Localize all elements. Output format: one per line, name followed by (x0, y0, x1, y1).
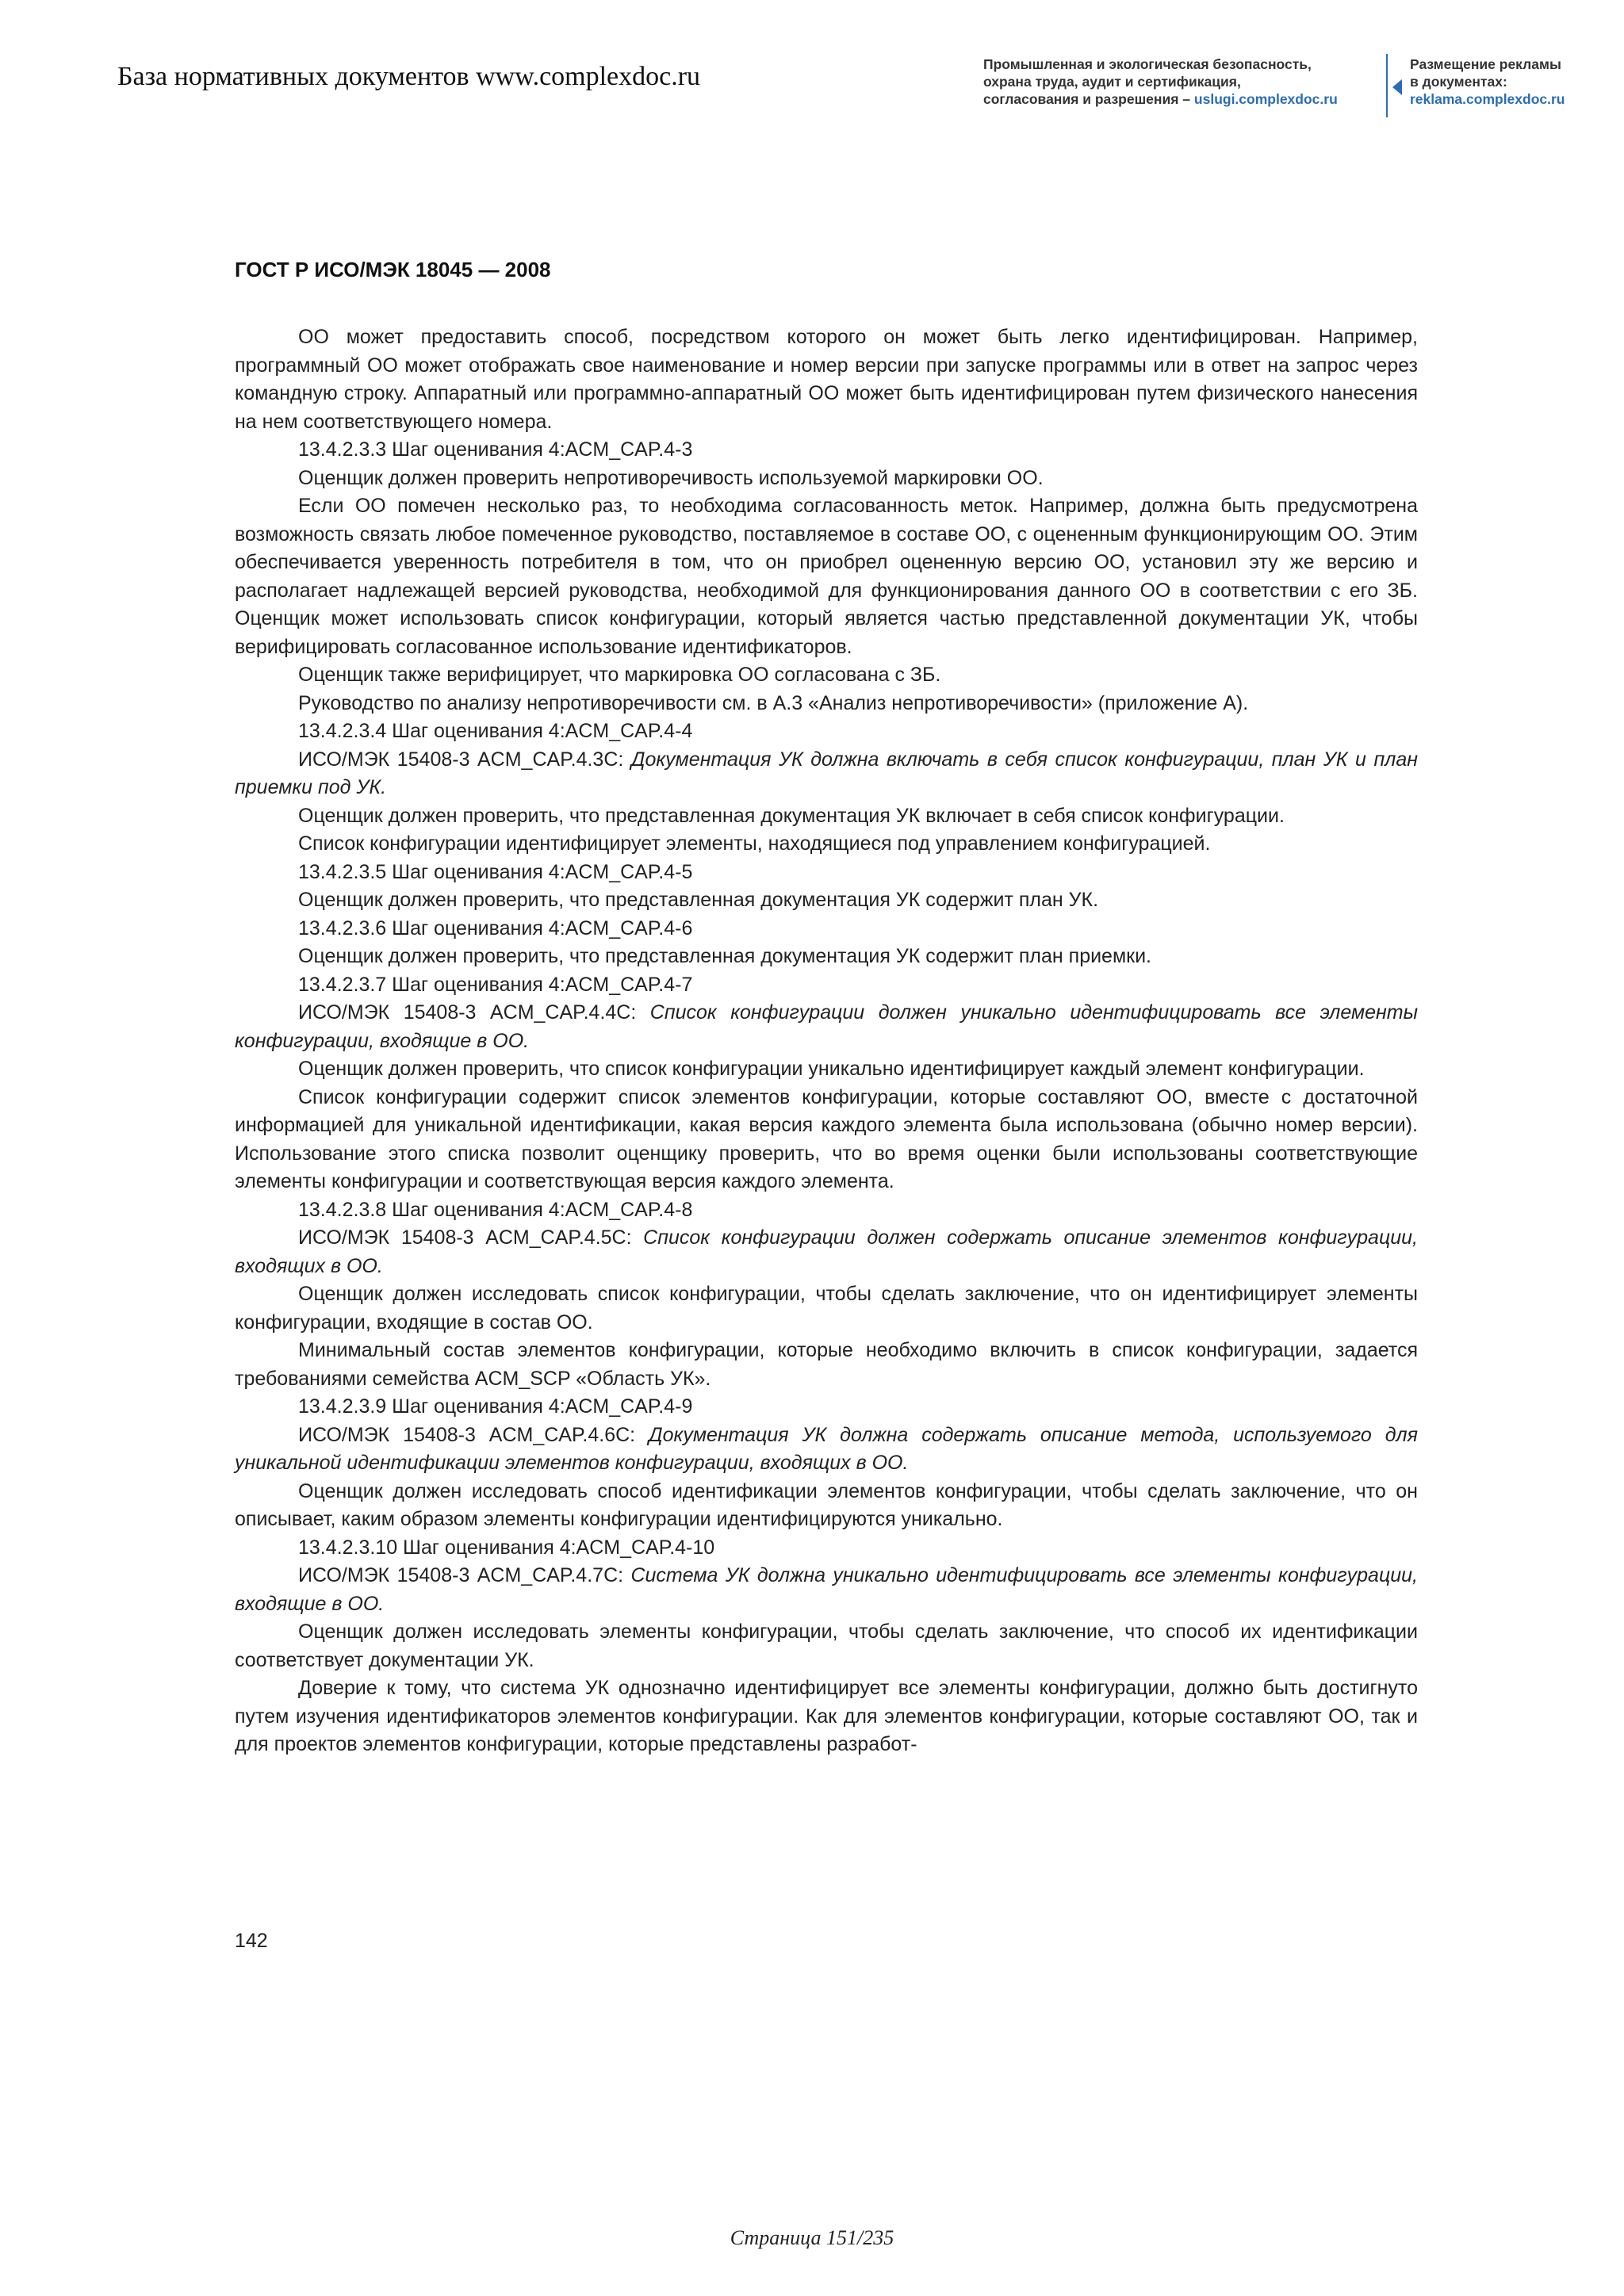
services-banner (983, 55, 1372, 108)
document-body (235, 323, 1418, 1759)
arrow-left-icon (1392, 79, 1402, 95)
paragraph (235, 718, 1418, 746)
banner-line: Промышленная и экологическая безопасность, (983, 56, 1312, 72)
requirement-text: Список конфигурации должен уникально идентифицировать все элементы конфигурации, входящие в ОО. (235, 1001, 1418, 1052)
paragraph-text: Оценщик должен проверить, что представленная документация УК содержит план УК. (298, 889, 1099, 911)
paragraph-text: Минимальный состав элементов конфигурации, которые необходимо включить в список конфигурации, задается требованиями семейства ACM_SCP «Область УК». (235, 1339, 1418, 1390)
banner-line: Размещение рекламы (1410, 56, 1561, 72)
paragraph-text: Оценщик должен проверить непротиворечивость используемой маркировки ОО. (298, 466, 1044, 489)
standard-id: ГОСТ Р ИСО/МЭК 18045 — 2008 (235, 258, 551, 281)
paragraph (235, 1618, 1418, 1674)
paragraph-text: 13.4.2.3.8 Шаг оценивания 4:ACM_CAP.4-8 (298, 1198, 693, 1221)
paragraph (235, 690, 1418, 718)
paragraph-text: Оценщик должен исследовать список конфигурации, чтобы сделать заключение, что он идентифицирует элементы конфигурации, входящие в состав ОО. (235, 1283, 1418, 1334)
paragraph-text: 13.4.2.3.7 Шаг оценивания 4:ACM_CAP.4-7 (298, 973, 693, 996)
banner-divider (1386, 54, 1388, 117)
paragraph-text: ИСО/МЭК 15408-3 ACM_CAP.4.4C: (298, 1001, 650, 1024)
banner-line: охрана труда, аудит и сертификация, (983, 74, 1241, 90)
paragraph (235, 746, 1418, 802)
paragraph-text: ИСО/МЭК 15408-3 ACM_CAP.4.6C: (298, 1423, 649, 1446)
paragraph-text: Руководство по анализу непротиворечивости см. в А.3 «Анализ непротиворечивости» (приложение А). (298, 691, 1249, 714)
paragraph-text: ИСО/МЭК 15408-3 ACM_CAP.4.7C: (298, 1564, 631, 1586)
paragraph-text: Оценщик должен проверить, что список конфигурации уникально идентифицирует каждый элемент конфигурации. (298, 1058, 1365, 1080)
requirement-text: Документация УК должна включать в себя список конфигурации, план УК и план приемки под УК. (235, 748, 1418, 798)
paragraph-text: Оценщик должен исследовать способ идентификации элементов конфигурации, чтобы сделать заключение, что он описывает, каким образом элементы конфигурации идентифицируются уникально. (235, 1479, 1418, 1530)
requirement-text: Система УК должна уникально идентифицировать все элементы конфигурации, входящие в ОО. (235, 1564, 1418, 1615)
paragraph (235, 859, 1418, 887)
banner-line: в документах: (1410, 74, 1507, 90)
paragraph-text: ОО может предоставить способ, посредством которого он может быть легко идентифицирован. Например, программный ОО может отображать свое наименование и номер версии при запуске программы или в ответ на запрос через командную строку. Аппаратный или программно-аппаратный ОО может быть идентифицирован путем физического нанесения на нем соответствующего номера. (235, 326, 1418, 433)
paragraph-text: Доверие к тому, что система УК однозначно идентифицирует все элементы конфигурации, должно быть достигнуто путем изучения идентификаторов элементов конфигурации. Как для элементов конфигурации, которые составляют ОО, так и для проектов элементов конфигурации, которые представлены разработ- (235, 1677, 1418, 1755)
paragraph-text: 13.4.2.3.10 Шаг оценивания 4:ACM_CAP.4-10 (298, 1536, 715, 1559)
banner-text: согласования и разрешения – (983, 91, 1194, 107)
requirement-text: Документация УК должна содержать описание метода, используемого для уникальной идентификации элементов конфигурации, входящих в ОО. (235, 1423, 1418, 1474)
paragraph-text: Если ОО помечен несколько раз, то необходима согласованность меток. Например, должна быть предусмотрена возможность связать любое помеченное руководство, поставляемое в составе ОО, с оцененным функционирующим ОО. Этим обеспечивается уверенность потребителя в том, что он приобрел оцененную версию ОО, установил эту же версию и располагает надлежащей версией руководства, необходимой для функционирования данного ОО в соответствии с его ЗБ. Оценщик может использовать список конфигурации, который является частью представленной документации УК, чтобы верифицировать согласованное использование идентификаторов. (235, 495, 1418, 658)
site-title: База нормативных документов www.complexdoc.ru (117, 62, 701, 91)
paragraph (235, 802, 1418, 831)
paragraph-text: 13.4.2.3.6 Шаг оценивания 4:ACM_CAP.4-6 (298, 916, 693, 939)
paragraph (235, 999, 1418, 1055)
paragraph-text: Оценщик также верифицирует, что маркировка ОО согласована с ЗБ. (298, 664, 941, 686)
advertising-banner (1410, 55, 1608, 108)
banner-line (983, 90, 1372, 108)
paragraph-text: Список конфигурации идентифицирует элементы, находящиеся под управлением конфигурацией. (298, 832, 1211, 855)
paragraph (235, 465, 1418, 493)
paragraph-text: Список конфигурации содержит список элементов конфигурации, которые составляют ОО, вместе с достаточной информацией для уникальной идентификации, какая версия каждого элемента была использована (обычно номер версии). Использование этого списка позволит оценщику проверить, что во время оценки были использованы соответствующие элементы конфигурации и соответствующая версия каждого элемента. (235, 1085, 1418, 1192)
paragraph (235, 943, 1418, 971)
requirement-text: Список конфигурации должен содержать описание элементов конфигурации, входящих в ОО. (235, 1226, 1418, 1277)
paragraph-text: 13.4.2.3.9 Шаг оценивания 4:ACM_CAP.4-9 (298, 1395, 693, 1418)
paragraph (235, 886, 1418, 915)
paragraph (235, 1084, 1418, 1196)
advertising-link[interactable]: reklama.complexdoc.ru (1410, 91, 1565, 107)
paragraph (235, 1562, 1418, 1618)
paragraph (235, 830, 1418, 859)
paragraph-text: 13.4.2.3.5 Шаг оценивания 4:ACM_CAP.4-5 (298, 860, 693, 883)
paragraph (235, 971, 1418, 1000)
paragraph-text: Оценщик должен проверить, что представленная документация УК включает в себя список конфигурации. (298, 804, 1285, 827)
paragraph-text: ИСО/МЭК 15408-3 ACM_CAP.4.5C: (298, 1226, 644, 1249)
paragraph-text: ИСО/МЭК 15408-3 ACM_CAP.4.3C: (298, 748, 631, 771)
paragraph-text: 13.4.2.3.3 Шаг оценивания 4:ACM_CAP.4-3 (298, 438, 693, 461)
paragraph (235, 1422, 1418, 1478)
services-link[interactable]: uslugi.complexdoc.ru (1193, 91, 1338, 107)
paragraph (235, 1478, 1418, 1534)
paragraph (235, 661, 1418, 690)
paragraph-text: Оценщик должен исследовать элементы конфигурации, чтобы сделать заключение, что способ их идентификации соответствует документации УК. (235, 1621, 1418, 1671)
paragraph (235, 1337, 1418, 1393)
paragraph-text: 13.4.2.3.4 Шаг оценивания 4:ACM_CAP.4-4 (298, 720, 693, 742)
paragraph-text: Оценщик должен проверить, что представленная документация УК содержит план приемки. (298, 945, 1152, 967)
paragraph (235, 1280, 1418, 1337)
page-counter: Страница 151/235 (730, 2226, 894, 2249)
paragraph (235, 915, 1418, 943)
paragraph (235, 1196, 1418, 1225)
page-number: 142 (235, 1930, 268, 1952)
paragraph (235, 436, 1418, 465)
paragraph (235, 492, 1418, 661)
paragraph (235, 1224, 1418, 1280)
banner-line (1410, 90, 1608, 108)
paragraph (235, 1674, 1418, 1759)
paragraph (235, 1055, 1418, 1084)
paragraph (235, 323, 1418, 436)
paragraph (235, 1393, 1418, 1422)
paragraph (235, 1534, 1418, 1563)
